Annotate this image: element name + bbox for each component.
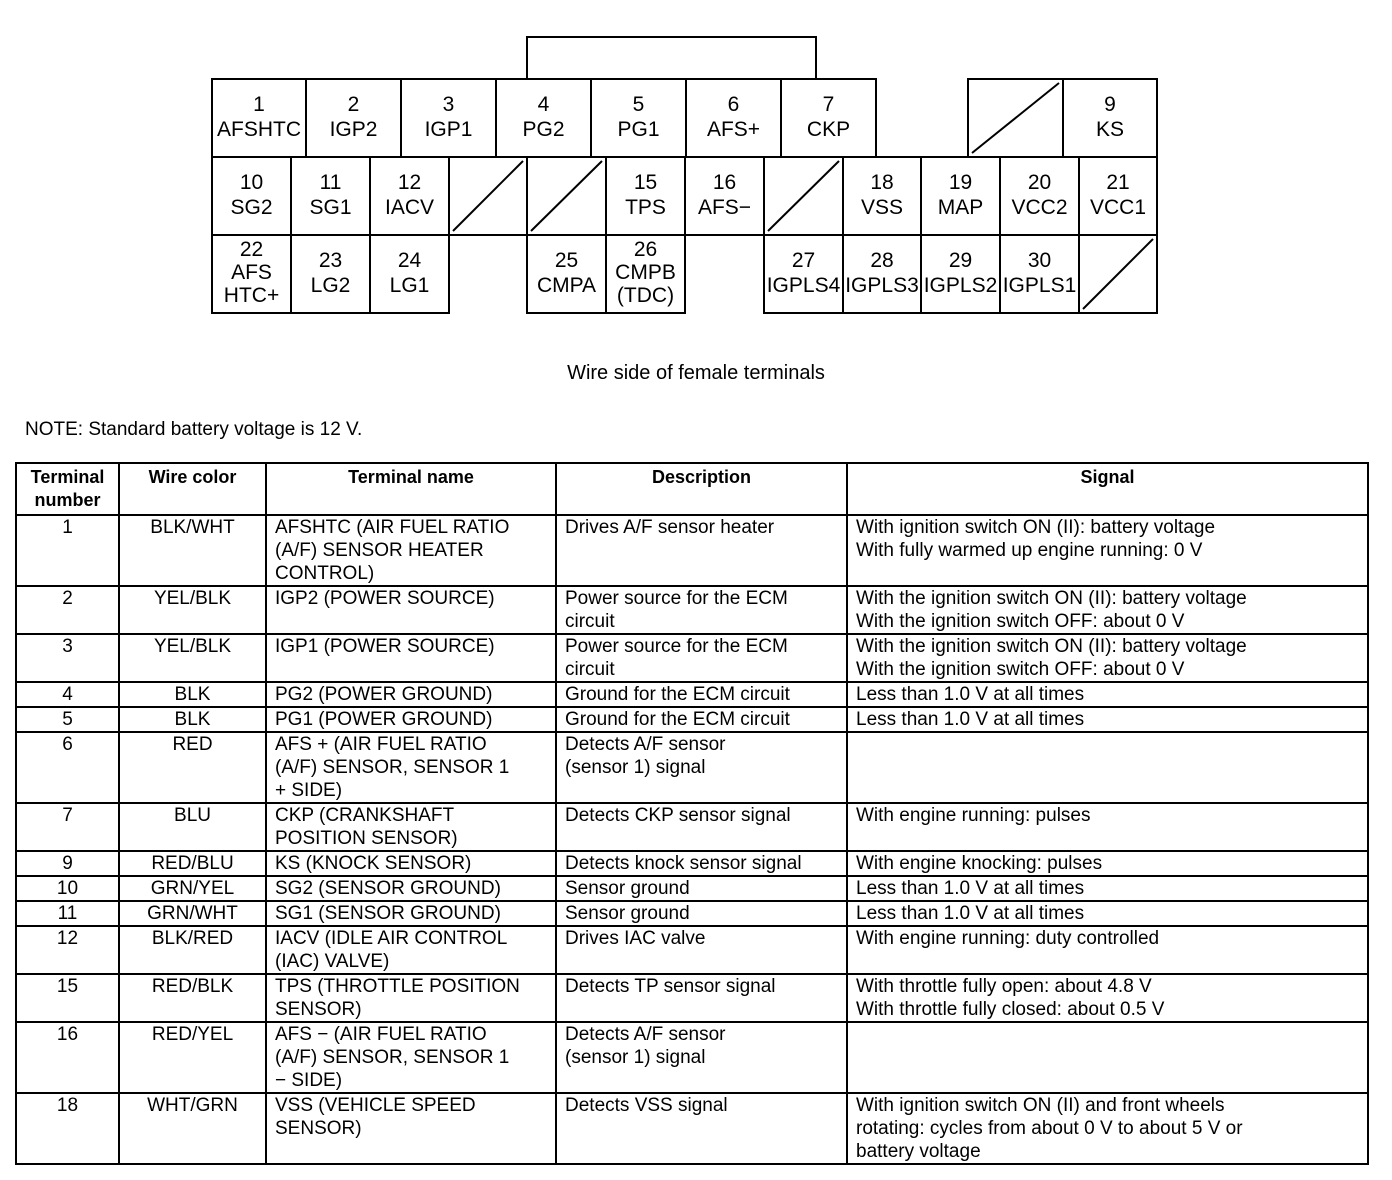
terminal-name-cell-line: AFS + (AIR FUEL RATIO [275,734,487,755]
wire-color-cell: GRN/YEL [119,876,266,901]
description-cell [556,803,847,851]
signal-cell [847,515,1368,586]
description-cell [556,707,847,732]
signal-cell-line: With the ignition switch OFF: about 0 V [856,659,1185,680]
table-row [16,926,1368,974]
signal-cell-line: rotating: cycles from about 0 V to about 5 V or [856,1118,1243,1139]
signal-cell-line: Less than 1.0 V at all times [856,878,1085,899]
terminal-number-label: 1 [253,93,265,116]
terminal-number-label: 26 [633,238,658,261]
terminal-name-cell [266,732,556,803]
signal-cell-line: With throttle fully open: about 4.8 V [856,976,1152,997]
terminal-number-label: 20 [1027,171,1052,194]
description-cell [556,1022,847,1093]
table-row [16,876,1368,901]
wire-color-cell: RED/YEL [119,1022,266,1093]
terminal-name-cell [266,682,556,707]
table-row [16,707,1368,732]
description-cell-line: Sensor ground [565,903,690,924]
terminal-name-cell-line: AFSHTC (AIR FUEL RATIO [275,517,510,538]
terminal-number-label: 4 [537,93,550,116]
terminal-number-cell: 2 [16,586,119,634]
terminal-number-cell: 10 [16,876,119,901]
terminal-number-cell: 9 [16,851,119,876]
description-cell-line: Drives A/F sensor heater [565,517,775,538]
table-header-row [16,463,1368,515]
terminal-name-label: IGPLS1 [1002,274,1077,297]
terminal-number-label: 15 [633,171,658,194]
terminal-name-label: KS [1095,118,1125,141]
table-row [16,974,1368,1022]
terminal-name-label: LG2 [310,274,351,297]
description-cell [556,851,847,876]
description-cell [556,926,847,974]
terminal-number-label: 27 [791,249,816,272]
terminal-name-cell [266,634,556,682]
table-row [16,901,1368,926]
terminal-name-cell [266,1093,556,1164]
signal-cell [847,1093,1368,1164]
terminal-name-cell [266,586,556,634]
wire-color-cell: BLK [119,707,266,732]
description-cell-line: circuit [565,659,615,680]
terminal-number-cell: 15 [16,974,119,1022]
signal-cell-line: With engine running: duty controlled [856,928,1160,949]
description-cell-line: Detects CKP sensor signal [565,805,791,826]
terminal-name-cell-line: PG1 (POWER GROUND) [275,709,493,730]
terminal-name-label: (TDC) [616,284,675,307]
signal-cell-line: With engine running: pulses [856,805,1091,826]
signal-cell-line: With engine knocking: pulses [856,853,1103,874]
terminal-name-label: VSS [860,196,904,219]
terminal-name-cell-line: SENSOR) [275,999,362,1020]
signal-cell-line: With ignition switch ON (II): battery voltage [856,517,1216,538]
description-cell-line: Detects A/F sensor [565,1024,726,1045]
terminal-name-label: PG2 [522,118,565,141]
terminal-number-label: 6 [727,93,740,116]
description-cell [556,876,847,901]
terminal-name-cell-line: SG1 (SENSOR GROUND) [275,903,501,924]
terminal-name-cell-line: − SIDE) [275,1070,343,1091]
terminal-number-label: 9 [1104,93,1116,116]
terminal-number-cell: 6 [16,732,119,803]
terminal-name-cell-line: (A/F) SENSOR, SENSOR 1 [275,1047,510,1068]
signal-cell [847,926,1368,974]
description-cell-line: Detects knock sensor signal [565,853,802,874]
table-row [16,586,1368,634]
blank-cavity-slash [453,161,523,231]
description-cell [556,974,847,1022]
terminal-number-label: 23 [318,249,343,272]
terminal-name-label: IACV [384,196,435,219]
table-row [16,682,1368,707]
header-description: Description [556,463,847,515]
description-cell-line: Detects A/F sensor [565,734,726,755]
wire-color-cell: GRN/WHT [119,901,266,926]
wire-color-cell: BLK [119,682,266,707]
terminal-name-label: IGPLS4 [766,274,841,297]
terminal-number-cell: 7 [16,803,119,851]
terminal-number-label: 25 [554,249,579,272]
blank-cavity-slash [972,83,1059,153]
terminal-number-cell: 16 [16,1022,119,1093]
signal-cell [847,876,1368,901]
header-wire-color: Wire color [119,463,266,515]
description-cell-line: Ground for the ECM circuit [565,684,790,705]
description-cell-line: Drives IAC valve [565,928,706,949]
terminal-name-cell-line: + SIDE) [275,780,343,801]
wire-color-cell: WHT/GRN [119,1093,266,1164]
table-row [16,803,1368,851]
terminal-name-label: SG1 [309,196,352,219]
terminal-number-cell: 5 [16,707,119,732]
terminal-number-label: 16 [712,171,737,194]
terminal-name-cell [266,926,556,974]
terminal-name-label: CMPA [536,274,597,297]
signal-cell-line: Less than 1.0 V at all times [856,684,1085,705]
description-cell [556,1093,847,1164]
terminal-name-cell-line: CONTROL) [275,563,375,584]
terminal-name-cell [266,876,556,901]
terminal-name-label: HTC+ [223,284,280,307]
signal-cell-line: Less than 1.0 V at all times [856,903,1085,924]
terminal-name-label: IGPLS2 [923,274,998,297]
description-cell-line: Detects TP sensor signal [565,976,776,997]
terminal-name-cell-line: (IAC) VALVE) [275,951,390,972]
terminal-number-label: 10 [239,171,264,194]
terminal-number-label: 24 [397,249,422,272]
terminal-number-label: 7 [822,93,835,116]
terminal-name-cell-line: (A/F) SENSOR HEATER [275,540,484,561]
terminal-name-label: IGP2 [329,118,378,141]
table-row [16,1093,1368,1164]
wire-color-cell: YEL/BLK [119,634,266,682]
terminal-number-cell: 12 [16,926,119,974]
wire-color-cell: BLK/WHT [119,515,266,586]
connector-diagram [0,0,1392,330]
terminal-name-cell [266,1022,556,1093]
terminal-number-label: 21 [1106,171,1130,194]
terminal-number-cell: 1 [16,515,119,586]
signal-cell-line: With the ignition switch ON (II): battery voltage [856,588,1247,609]
signal-cell [847,974,1368,1022]
terminal-number-cell: 3 [16,634,119,682]
signal-cell [847,803,1368,851]
blank-cavity-slash [531,161,602,231]
terminal-name-label: VCC2 [1011,196,1068,219]
terminal-number-label: 18 [870,171,894,194]
terminal-name-label: AFS [231,261,272,284]
terminal-name-label: AFS+ [706,118,761,141]
terminal-name-cell [266,851,556,876]
terminal-name-cell-line: SENSOR) [275,1118,362,1139]
signal-cell-line: battery voltage [856,1141,981,1162]
terminal-name-label: CKP [806,118,851,141]
terminal-name-cell-line: PG2 (POWER GROUND) [275,684,493,705]
signal-cell [847,851,1368,876]
terminal-name-cell [266,515,556,586]
description-cell-line: (sensor 1) signal [565,757,706,778]
blank-cavity-slash [768,161,839,231]
terminal-name-cell [266,707,556,732]
terminal-number-cell: 11 [16,901,119,926]
table-row [16,515,1368,586]
signal-cell [847,732,1368,803]
terminal-number-label: 12 [397,171,422,194]
description-cell-line: circuit [565,611,615,632]
signal-cell [847,634,1368,682]
header-terminal-number: Terminal number [16,463,119,515]
signal-cell [847,707,1368,732]
terminal-name-cell-line: IGP1 (POWER SOURCE) [275,636,495,657]
terminal-number-label: 5 [632,93,645,116]
table-row [16,851,1368,876]
terminal-name-cell-line: AFS − (AIR FUEL RATIO [275,1024,487,1045]
description-cell [556,682,847,707]
terminal-number-label: 22 [239,238,264,261]
terminal-number-label: 28 [870,249,894,272]
table-row [16,634,1368,682]
wire-color-cell: RED/BLU [119,851,266,876]
description-cell-line: (sensor 1) signal [565,1047,706,1068]
table-row [16,732,1368,803]
signal-cell [847,682,1368,707]
terminal-name-cell-line: IACV (IDLE AIR CONTROL [275,928,508,949]
terminal-number-label: 3 [442,93,455,116]
signal-cell-line: With the ignition switch ON (II): battery voltage [856,636,1247,657]
terminal-name-cell [266,901,556,926]
terminal-number-label: 19 [948,171,973,194]
battery-voltage-note: NOTE: Standard battery voltage is 12 V. [25,419,363,440]
description-cell-line: Sensor ground [565,878,690,899]
terminal-name-label: LG1 [389,274,430,297]
signal-cell [847,586,1368,634]
terminal-number-label: 30 [1027,249,1052,272]
wire-color-cell: RED [119,732,266,803]
wire-color-cell: BLK/RED [119,926,266,974]
description-cell-line: Power source for the ECM [565,636,788,657]
terminal-name-cell-line: TPS (THROTTLE POSITION [275,976,520,997]
terminal-number-label: 2 [347,93,360,116]
terminal-name-label: TPS [625,196,666,219]
terminal-number-cell: 4 [16,682,119,707]
description-cell [556,586,847,634]
description-cell-line: Detects VSS signal [565,1095,728,1116]
terminal-name-label: AFS− [697,196,752,219]
signal-cell [847,1022,1368,1093]
terminal-name-cell-line: (A/F) SENSOR, SENSOR 1 [275,757,510,778]
description-cell [556,515,847,586]
terminal-name-label: IGP1 [424,118,473,141]
terminal-name-label: CMPB [615,261,676,284]
terminal-name-cell-line: CKP (CRANKSHAFT [275,805,455,826]
terminal-name-cell-line: SG2 (SENSOR GROUND) [275,878,501,899]
terminal-name-label: IGPLS3 [845,274,919,297]
terminal-name-label: PG1 [617,118,660,141]
wire-color-cell: YEL/BLK [119,586,266,634]
description-cell-line: Ground for the ECM circuit [565,709,790,730]
description-cell [556,732,847,803]
terminal-number-label: 11 [319,171,342,194]
terminal-name-cell-line: IGP2 (POWER SOURCE) [275,588,495,609]
description-cell [556,901,847,926]
terminal-number-cell: 18 [16,1093,119,1164]
terminal-name-cell-line: POSITION SENSOR) [275,828,458,849]
signal-cell [847,901,1368,926]
header-signal: Signal [847,463,1368,515]
description-cell-line: Power source for the ECM [565,588,788,609]
signal-cell-line: With ignition switch ON (II) and front wheels [856,1095,1225,1116]
terminal-name-cell [266,803,556,851]
table-row [16,1022,1368,1093]
header-terminal-name: Terminal name [266,463,556,515]
terminal-name-label: SG2 [230,196,273,219]
terminal-name-cell-line: VSS (VEHICLE SPEED [275,1095,476,1116]
signal-cell-line: With the ignition switch OFF: about 0 V [856,611,1185,632]
terminal-name-label: VCC1 [1089,196,1147,219]
terminal-number-label: 29 [948,249,973,272]
terminal-name-cell-line: KS (KNOCK SENSOR) [275,853,472,874]
terminal-name-label: AFSHTC [217,118,301,141]
signal-cell-line: Less than 1.0 V at all times [856,709,1085,730]
blank-cavity-slash [1083,239,1153,309]
terminal-table [15,462,1369,1165]
signal-cell-line: With fully warmed up engine running: 0 V [856,540,1203,561]
diagram-caption: Wire side of female terminals [567,362,825,384]
wire-color-cell: RED/BLK [119,974,266,1022]
terminal-name-cell [266,974,556,1022]
description-cell [556,634,847,682]
signal-cell-line: With throttle fully closed: about 0.5 V [856,999,1165,1020]
terminal-name-label: MAP [937,196,984,219]
wire-color-cell: BLU [119,803,266,851]
